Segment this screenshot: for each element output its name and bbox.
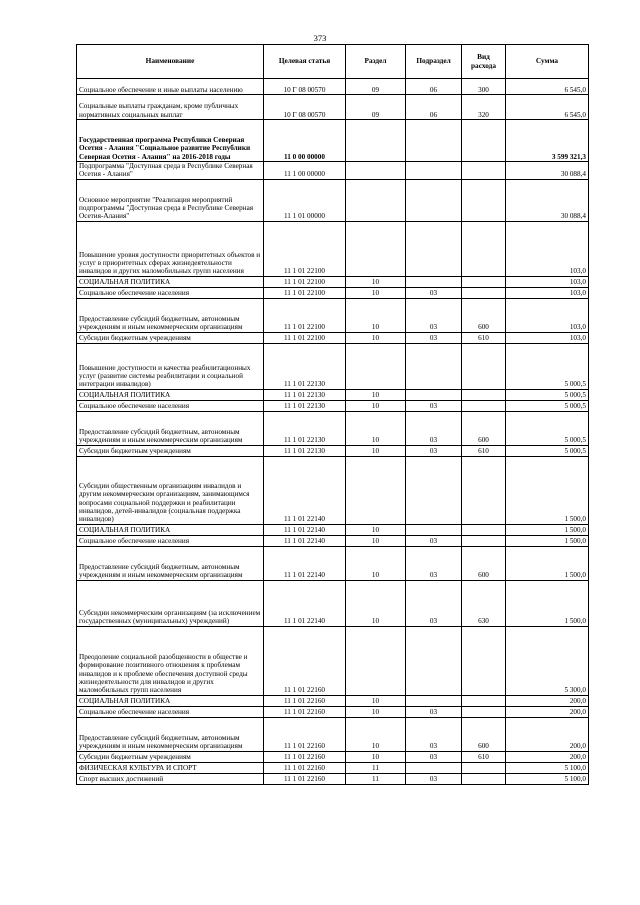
cell-target-article: 11 1 01 22100 bbox=[264, 287, 346, 298]
cell-target-article: 11 1 01 22140 bbox=[264, 524, 346, 535]
cell-amount: 5 000,5 bbox=[506, 400, 589, 411]
cell-section: 10 bbox=[346, 695, 406, 706]
table-row bbox=[77, 524, 589, 535]
cell-section: 10 bbox=[346, 524, 406, 535]
header-subsection: Подраздел bbox=[406, 45, 462, 79]
budget-table bbox=[76, 44, 589, 785]
cell-amount: 5 100,0 bbox=[506, 762, 589, 773]
cell-amount: 1 500,0 bbox=[506, 580, 589, 626]
cell-section: 10 bbox=[346, 298, 406, 332]
cell-target-article: 11 1 01 22130 bbox=[264, 389, 346, 400]
cell-expense-type bbox=[462, 535, 506, 546]
cell-expense-type bbox=[462, 276, 506, 287]
cell-name: ФИЗИЧЕСКАЯ КУЛЬТУРА И СПОРТ bbox=[77, 762, 264, 773]
cell-name: СОЦИАЛЬНАЯ ПОЛИТИКА bbox=[77, 389, 264, 400]
cell-name: СОЦИАЛЬНАЯ ПОЛИТИКА bbox=[77, 695, 264, 706]
table-header-row bbox=[77, 45, 589, 79]
cell-name: Подпрограмма "Доступная среда в Республике Северная Осетия - Алания" bbox=[77, 162, 264, 180]
cell-amount: 103,0 bbox=[506, 298, 589, 332]
cell-expense-type: 610 bbox=[462, 332, 506, 343]
cell-target-article: 11 1 01 22100 bbox=[264, 298, 346, 332]
cell-name: Социальные выплаты гражданам, кроме публичных нормативных социальных выплат bbox=[77, 95, 264, 120]
table-row bbox=[77, 389, 589, 400]
cell-expense-type: 600 bbox=[462, 298, 506, 332]
cell-name: Повышение доступности и качества реабилитационных услуг (развитие системы реабилитации и социальной интеграции инвалидов) bbox=[77, 343, 264, 389]
cell-target-article: 11 1 01 22130 bbox=[264, 400, 346, 411]
cell-subsection: 03 bbox=[406, 400, 462, 411]
cell-name: Субсидии бюджетным учреждениям bbox=[77, 751, 264, 762]
cell-expense-type bbox=[462, 120, 506, 162]
cell-amount: 1 500,0 bbox=[506, 546, 589, 580]
cell-subsection bbox=[406, 762, 462, 773]
cell-target-article: 11 1 01 22130 bbox=[264, 445, 346, 456]
cell-section: 10 bbox=[346, 717, 406, 751]
cell-target-article: 11 1 01 22130 bbox=[264, 411, 346, 445]
cell-subsection: 03 bbox=[406, 535, 462, 546]
cell-name: Социальное обеспечение населения bbox=[77, 706, 264, 717]
cell-subsection: 03 bbox=[406, 332, 462, 343]
cell-amount: 200,0 bbox=[506, 695, 589, 706]
cell-subsection bbox=[406, 343, 462, 389]
cell-subsection: 06 bbox=[406, 79, 462, 95]
cell-expense-type bbox=[462, 400, 506, 411]
cell-amount: 200,0 bbox=[506, 751, 589, 762]
cell-section: 10 bbox=[346, 332, 406, 343]
header-target: Целевая статья bbox=[264, 45, 346, 79]
header-section: Раздел bbox=[346, 45, 406, 79]
cell-section: 10 bbox=[346, 535, 406, 546]
cell-subsection bbox=[406, 162, 462, 180]
cell-section: 11 bbox=[346, 762, 406, 773]
cell-subsection: 06 bbox=[406, 95, 462, 120]
cell-expense-type bbox=[462, 389, 506, 400]
header-expense-type: Вид расхода bbox=[462, 45, 506, 79]
cell-subsection bbox=[406, 221, 462, 276]
cell-amount: 5 000,5 bbox=[506, 343, 589, 389]
cell-expense-type bbox=[462, 221, 506, 276]
table-row bbox=[77, 343, 589, 389]
cell-amount: 30 088,4 bbox=[506, 179, 589, 221]
table-row bbox=[77, 445, 589, 456]
cell-subsection: 03 bbox=[406, 773, 462, 784]
cell-expense-type: 610 bbox=[462, 751, 506, 762]
cell-subsection bbox=[406, 626, 462, 695]
cell-section bbox=[346, 179, 406, 221]
cell-section bbox=[346, 626, 406, 695]
table-row bbox=[77, 95, 589, 120]
cell-section bbox=[346, 221, 406, 276]
cell-name: Социальное обеспечение населения bbox=[77, 400, 264, 411]
cell-name: Субсидии бюджетным учреждениям bbox=[77, 332, 264, 343]
cell-section: 10 bbox=[346, 445, 406, 456]
cell-expense-type: 320 bbox=[462, 95, 506, 120]
cell-target-article: 11 1 00 00000 bbox=[264, 162, 346, 180]
table-row bbox=[77, 751, 589, 762]
cell-expense-type bbox=[462, 762, 506, 773]
cell-target-article: 10 Г 08 00570 bbox=[264, 79, 346, 95]
table-row bbox=[77, 120, 589, 162]
cell-subsection: 03 bbox=[406, 580, 462, 626]
cell-name: Предоставление субсидий бюджетным, автономным учреждениям и иным некоммерческим организациям bbox=[77, 717, 264, 751]
cell-expense-type bbox=[462, 773, 506, 784]
cell-expense-type bbox=[462, 695, 506, 706]
cell-subsection bbox=[406, 524, 462, 535]
cell-expense-type bbox=[462, 162, 506, 180]
table-row bbox=[77, 332, 589, 343]
cell-name: СОЦИАЛЬНАЯ ПОЛИТИКА bbox=[77, 524, 264, 535]
cell-subsection: 03 bbox=[406, 411, 462, 445]
cell-section: 10 bbox=[346, 546, 406, 580]
cell-target-article: 11 1 01 22140 bbox=[264, 456, 346, 524]
cell-subsection: 03 bbox=[406, 751, 462, 762]
cell-target-article: 11 1 01 22160 bbox=[264, 626, 346, 695]
cell-amount: 5 300,0 bbox=[506, 626, 589, 695]
cell-amount: 3 599 321,3 bbox=[506, 120, 589, 162]
cell-subsection bbox=[406, 456, 462, 524]
cell-section: 10 bbox=[346, 706, 406, 717]
cell-subsection bbox=[406, 120, 462, 162]
cell-target-article: 11 1 01 22100 bbox=[264, 332, 346, 343]
cell-target-article: 11 1 01 22160 bbox=[264, 751, 346, 762]
cell-name: СОЦИАЛЬНАЯ ПОЛИТИКА bbox=[77, 276, 264, 287]
cell-name: Социальное обеспечение и иные выплаты населению bbox=[77, 79, 264, 95]
cell-expense-type bbox=[462, 343, 506, 389]
cell-amount: 5 000,5 bbox=[506, 445, 589, 456]
table-row bbox=[77, 695, 589, 706]
cell-amount: 5 000,5 bbox=[506, 389, 589, 400]
cell-name: Преодоление социальной разобщенности в обществе и формирование позитивного отношения к проблемам инвалидов и к проблеме обеспечения доступной среды жизнедеятельности для инвалидов и других маломобильных групп населения bbox=[77, 626, 264, 695]
cell-section: 10 bbox=[346, 580, 406, 626]
cell-target-article: 11 1 01 22160 bbox=[264, 773, 346, 784]
cell-section: 10 bbox=[346, 276, 406, 287]
table-row bbox=[77, 411, 589, 445]
table-row bbox=[77, 762, 589, 773]
table-row bbox=[77, 546, 589, 580]
page-number: 373 bbox=[313, 33, 327, 43]
cell-subsection bbox=[406, 695, 462, 706]
cell-expense-type bbox=[462, 456, 506, 524]
cell-subsection: 03 bbox=[406, 298, 462, 332]
cell-expense-type bbox=[462, 706, 506, 717]
header-name: Наименование bbox=[77, 45, 264, 79]
cell-name: Государственная программа Республики Северная Осетия - Алания "Социальное развитие Республики Северная Осетия - Алания" на 2016-2018 годы bbox=[77, 120, 264, 162]
cell-name: Основное мероприятие "Реализация мероприятий подпрограммы "Доступная среда в Республике Северная Осетия-Алания" bbox=[77, 179, 264, 221]
cell-amount: 30 088,4 bbox=[506, 162, 589, 180]
cell-section bbox=[346, 120, 406, 162]
cell-amount: 200,0 bbox=[506, 706, 589, 717]
cell-subsection: 03 bbox=[406, 287, 462, 298]
cell-amount: 5 000,5 bbox=[506, 411, 589, 445]
cell-section: 09 bbox=[346, 95, 406, 120]
cell-amount: 6 545,0 bbox=[506, 95, 589, 120]
cell-expense-type bbox=[462, 287, 506, 298]
cell-section: 10 bbox=[346, 400, 406, 411]
cell-target-article: 11 1 01 22160 bbox=[264, 695, 346, 706]
cell-section: 11 bbox=[346, 773, 406, 784]
cell-target-article: 11 1 01 22140 bbox=[264, 580, 346, 626]
table-row bbox=[77, 276, 589, 287]
cell-name: Предоставление субсидий бюджетным, автономным учреждениям и иным некоммерческим организациям bbox=[77, 411, 264, 445]
cell-name: Субсидии общественным организациям инвалидов и другим некоммерческим организациям, занимающимся вопросами социальной поддержки и реабилитации инвалидов, детей-инвалидов (социальная поддержка инвалидов) bbox=[77, 456, 264, 524]
cell-target-article: 11 0 00 00000 bbox=[264, 120, 346, 162]
cell-subsection: 03 bbox=[406, 717, 462, 751]
cell-section bbox=[346, 343, 406, 389]
cell-section: 10 bbox=[346, 751, 406, 762]
table-row bbox=[77, 456, 589, 524]
cell-expense-type bbox=[462, 626, 506, 695]
cell-expense-type bbox=[462, 524, 506, 535]
cell-target-article: 11 1 01 22160 bbox=[264, 717, 346, 751]
cell-amount: 103,0 bbox=[506, 221, 589, 276]
cell-amount: 1 500,0 bbox=[506, 524, 589, 535]
table-row bbox=[77, 79, 589, 95]
cell-subsection: 03 bbox=[406, 706, 462, 717]
cell-section: 10 bbox=[346, 411, 406, 445]
cell-name: Субсидии некоммерческим организациям (за исключением государственных (муниципальных) учреждений) bbox=[77, 580, 264, 626]
cell-amount: 103,0 bbox=[506, 332, 589, 343]
cell-subsection bbox=[406, 276, 462, 287]
table-row bbox=[77, 717, 589, 751]
table-row bbox=[77, 535, 589, 546]
cell-expense-type: 600 bbox=[462, 411, 506, 445]
cell-expense-type: 630 bbox=[462, 580, 506, 626]
cell-name: Социальное обеспечение населения bbox=[77, 287, 264, 298]
cell-target-article: 11 1 01 22140 bbox=[264, 535, 346, 546]
table-row bbox=[77, 626, 589, 695]
table-row bbox=[77, 179, 589, 221]
cell-amount: 5 100,0 bbox=[506, 773, 589, 784]
cell-expense-type: 300 bbox=[462, 79, 506, 95]
cell-section: 10 bbox=[346, 287, 406, 298]
cell-subsection bbox=[406, 389, 462, 400]
cell-name: Повышение уровня доступности приоритетных объектов и услуг в приоритетных сферах жизнедеятельности инвалидов и других маломобильных групп населения bbox=[77, 221, 264, 276]
cell-section: 09 bbox=[346, 79, 406, 95]
cell-name: Предоставление субсидий бюджетным, автономным учреждениям и иным некоммерческим организациям bbox=[77, 298, 264, 332]
header-amount: Сумма bbox=[506, 45, 589, 79]
cell-section bbox=[346, 456, 406, 524]
cell-subsection: 03 bbox=[406, 445, 462, 456]
cell-expense-type: 600 bbox=[462, 717, 506, 751]
cell-target-article: 11 1 01 22160 bbox=[264, 706, 346, 717]
cell-target-article: 11 1 01 22140 bbox=[264, 546, 346, 580]
cell-target-article: 11 1 01 22100 bbox=[264, 276, 346, 287]
cell-amount: 1 500,0 bbox=[506, 456, 589, 524]
table-row bbox=[77, 580, 589, 626]
cell-target-article: 11 1 01 22130 bbox=[264, 343, 346, 389]
cell-target-article: 11 1 01 22160 bbox=[264, 762, 346, 773]
table-row bbox=[77, 298, 589, 332]
cell-amount: 200,0 bbox=[506, 717, 589, 751]
cell-section bbox=[346, 162, 406, 180]
cell-target-article: 11 1 01 00000 bbox=[264, 179, 346, 221]
cell-section: 10 bbox=[346, 389, 406, 400]
table-row bbox=[77, 221, 589, 276]
cell-expense-type bbox=[462, 179, 506, 221]
cell-amount: 103,0 bbox=[506, 287, 589, 298]
cell-expense-type: 600 bbox=[462, 546, 506, 580]
cell-name: Спорт высших достижений bbox=[77, 773, 264, 784]
cell-name: Социальное обеспечение населения bbox=[77, 535, 264, 546]
table-row bbox=[77, 287, 589, 298]
cell-subsection: 03 bbox=[406, 546, 462, 580]
cell-amount: 6 545,0 bbox=[506, 79, 589, 95]
cell-name: Предоставление субсидий бюджетным, автономным учреждениям и иным некоммерческим организациям bbox=[77, 546, 264, 580]
cell-target-article: 10 Г 08 00570 bbox=[264, 95, 346, 120]
cell-expense-type: 610 bbox=[462, 445, 506, 456]
table-row bbox=[77, 400, 589, 411]
cell-amount: 1 500,0 bbox=[506, 535, 589, 546]
cell-subsection bbox=[406, 179, 462, 221]
cell-amount: 103,0 bbox=[506, 276, 589, 287]
cell-target-article: 11 1 01 22100 bbox=[264, 221, 346, 276]
table-row bbox=[77, 773, 589, 784]
cell-name: Субсидии бюджетным учреждениям bbox=[77, 445, 264, 456]
table-row bbox=[77, 706, 589, 717]
table-row bbox=[77, 162, 589, 180]
